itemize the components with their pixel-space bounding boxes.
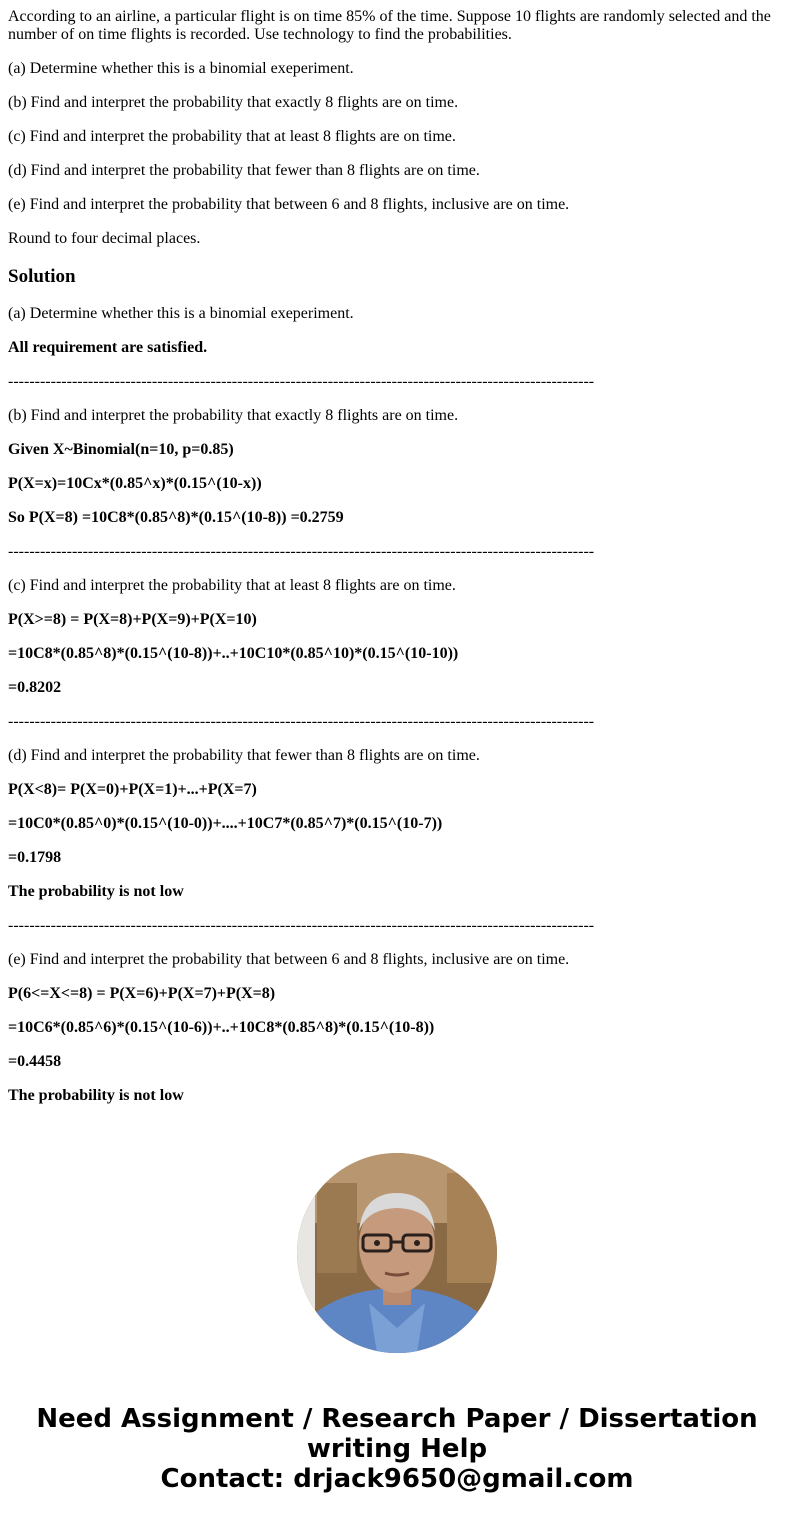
solution-b-line: Given X~Binomial(n=10, p=0.85) (8, 441, 234, 458)
section-divider: -------------------------------------------------------------------------------------------------------------- (8, 373, 595, 390)
solution-c-line: P(X>=8) = P(X=8)+P(X=9)+P(X=10) (8, 611, 257, 628)
solution-b-result: So P(X=8) =10C8*(0.85^8)*(0.15^(10-8)) =0.2759 (8, 509, 344, 526)
solution-e-result: =0.4458 (8, 1053, 62, 1070)
section-divider: -------------------------------------------------------------------------------------------------------------- (8, 917, 595, 934)
solution-e-question: (e) Find and interpret the probability that between 6 and 8 flights, inclusive are on time. (8, 951, 570, 968)
contact-footer (0, 1404, 794, 1494)
author-portrait-image (297, 1153, 497, 1353)
solution-c-question: (c) Find and interpret the probability that at least 8 flights are on time. (8, 577, 456, 594)
problem-part-e: (e) Find and interpret the probability that between 6 and 8 flights, inclusive are on time. (8, 196, 570, 213)
problem-part-c: (c) Find and interpret the probability that at least 8 flights are on time. (8, 128, 456, 145)
problem-part-b: (b) Find and interpret the probability that exactly 8 flights are on time. (8, 94, 459, 111)
solution-d-result: =0.1798 (8, 849, 62, 866)
problem-part-d: (d) Find and interpret the probability that fewer than 8 flights are on time. (8, 162, 480, 179)
solution-c-result: =0.8202 (8, 679, 62, 696)
solution-d-line: P(X<8)= P(X=0)+P(X=1)+...+P(X=7) (8, 781, 257, 798)
solution-heading: Solution (8, 266, 76, 287)
section-divider: -------------------------------------------------------------------------------------------------------------- (8, 543, 595, 560)
section-divider: -------------------------------------------------------------------------------------------------------------- (8, 713, 595, 730)
footer-line: writing Help (306, 1434, 488, 1464)
footer-line: Need Assignment / Research Paper / Dissertation (36, 1404, 758, 1434)
solution-d-line: =10C0*(0.85^0)*(0.15^(10-0))+....+10C7*(0.85^7)*(0.15^(10-7)) (8, 815, 443, 832)
problem-intro: According to an airline, a particular flight is on time 85% of the time. Suppose 10 flights are randomly selected and the number of on time flights is recorded. Use technology to find the probabilities. (8, 8, 771, 43)
solution-c-line: =10C8*(0.85^8)*(0.15^(10-8))+..+10C10*(0.85^10)*(0.15^(10-10)) (8, 645, 459, 662)
author-avatar (297, 1153, 497, 1353)
rounding-instruction: Round to four decimal places. (8, 230, 201, 247)
solution-d-interpretation: The probability is not low (8, 883, 184, 900)
problem-part-a: (a) Determine whether this is a binomial exeperiment. (8, 60, 354, 77)
solution-a-question: (a) Determine whether this is a binomial exeperiment. (8, 305, 354, 322)
solution-e-interpretation: The probability is not low (8, 1087, 184, 1104)
solution-a-answer: All requirement are satisfied. (8, 339, 208, 356)
solution-b-question: (b) Find and interpret the probability that exactly 8 flights are on time. (8, 407, 459, 424)
solution-b-line: P(X=x)=10Cx*(0.85^x)*(0.15^(10-x)) (8, 475, 262, 492)
solution-d-question: (d) Find and interpret the probability that fewer than 8 flights are on time. (8, 747, 480, 764)
solution-e-line: =10C6*(0.85^6)*(0.15^(10-6))+..+10C8*(0.85^8)*(0.15^(10-8)) (8, 1019, 435, 1036)
solution-e-line: P(6<=X<=8) = P(X=6)+P(X=7)+P(X=8) (8, 985, 276, 1002)
footer-contact-email: Contact: drjack9650@gmail.com (160, 1464, 634, 1494)
